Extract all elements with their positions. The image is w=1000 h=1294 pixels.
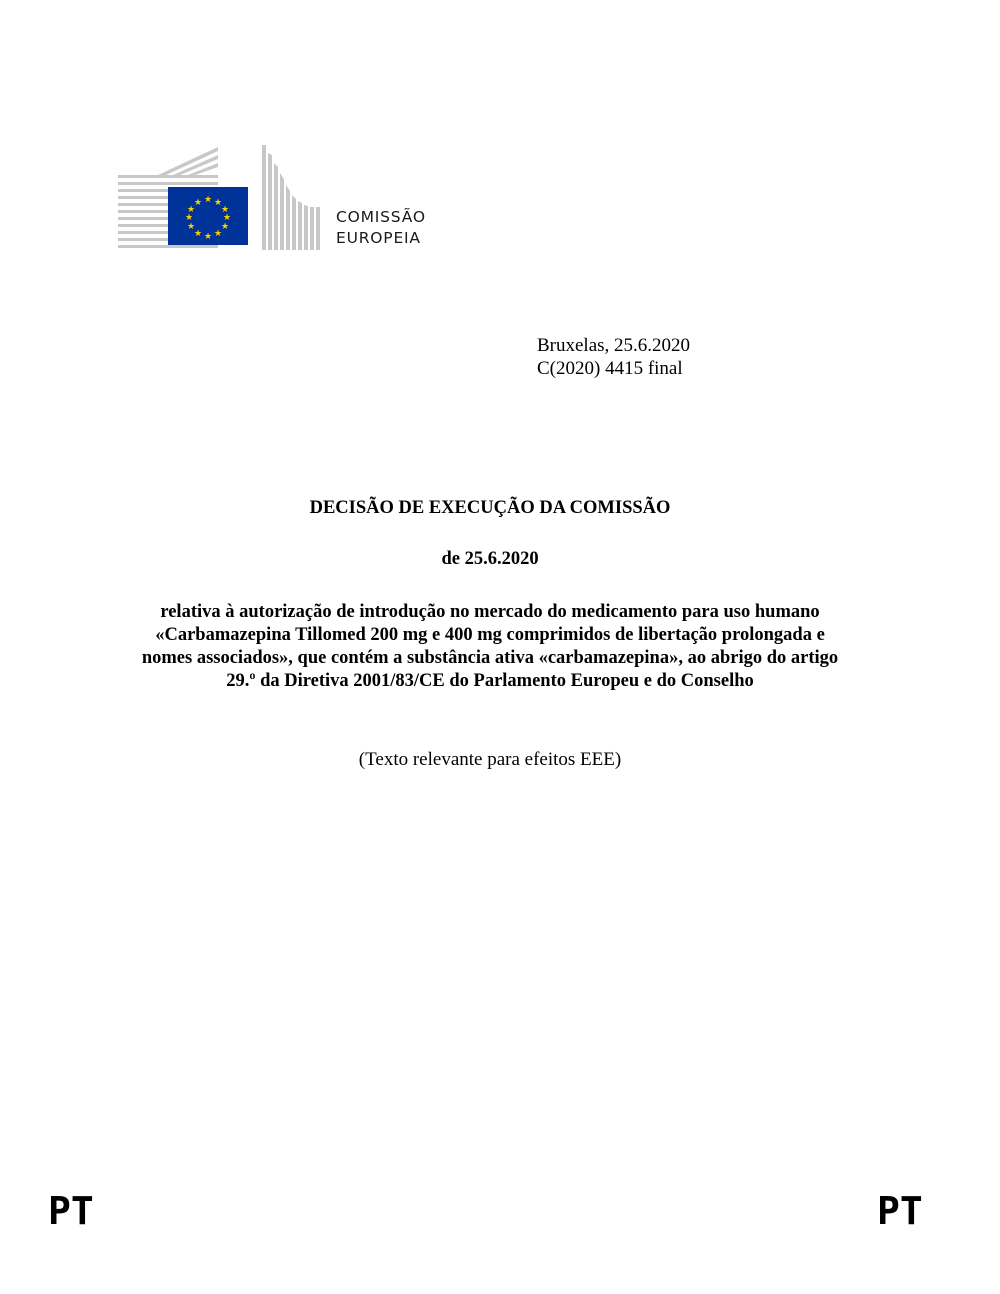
logo-line-2: EUROPEIA — [336, 229, 421, 247]
logo-line-1: COMISSÃO — [336, 208, 426, 226]
decision-subject — [110, 601, 870, 693]
document-number: C(2020) 4415 final — [537, 358, 683, 379]
svg-text:★: ★ — [203, 232, 213, 242]
subject-line: nomes associados», que contém a substância ativa «carbamazepina», ao abrigo do artigo — [141, 648, 839, 668]
svg-text:★: ★ — [213, 229, 223, 239]
place-date: Bruxelas, 25.6.2020 — [537, 335, 691, 356]
logo-wordmark — [336, 207, 426, 249]
svg-text:★: ★ — [184, 213, 194, 223]
svg-text:★: ★ — [193, 198, 203, 208]
svg-text:★: ★ — [220, 205, 230, 215]
svg-text:★: ★ — [213, 198, 223, 208]
reference-block — [537, 334, 690, 380]
svg-text:★: ★ — [222, 213, 232, 223]
subject-line: «Carbamazepina Tillomed 200 mg e 400 mg comprimidos de libertação prolongada e — [155, 625, 825, 645]
language-code-left: PT — [48, 1189, 94, 1233]
subject-line: relativa à autorização de introdução no mercado do medicamento para uso humano — [160, 602, 820, 622]
eee-relevance-note: (Texto relevante para efeitos EEE) — [358, 749, 622, 770]
svg-text:★: ★ — [186, 205, 196, 215]
language-code-right: PT — [877, 1189, 923, 1233]
commission-logo-icon — [118, 145, 328, 250]
svg-text:★: ★ — [203, 195, 213, 205]
svg-text:★: ★ — [193, 229, 203, 239]
subject-line: 29.º da Diretiva 2001/83/CE do Parlamento Europeu e do Conselho — [226, 671, 754, 691]
decision-title: DECISÃO DE EXECUÇÃO DA COMISSÃO — [309, 498, 671, 518]
commission-logo — [118, 145, 448, 250]
decision-date: de 25.6.2020 — [441, 549, 539, 569]
svg-text:★: ★ — [186, 222, 196, 232]
svg-text:★: ★ — [220, 222, 230, 232]
